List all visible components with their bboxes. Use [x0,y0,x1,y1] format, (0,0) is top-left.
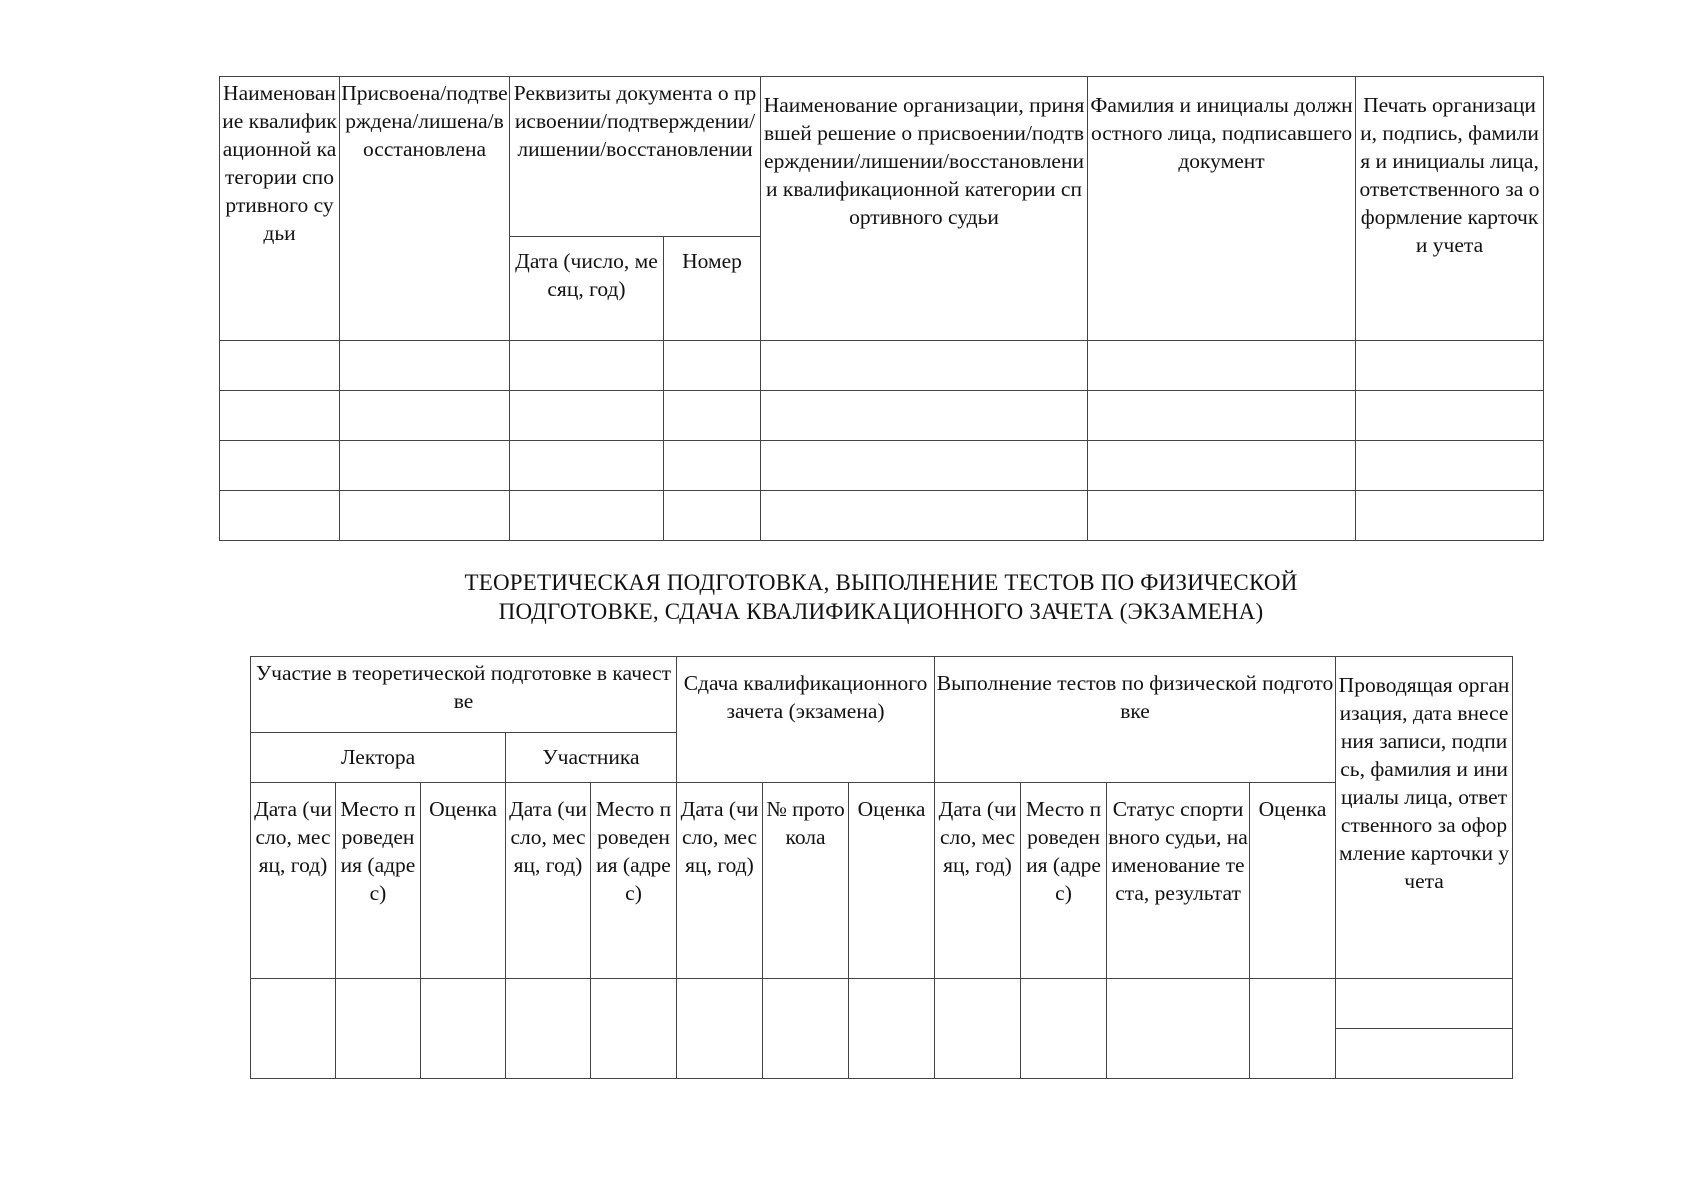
header-status: Присвоена/подтверждена/лишена/восстановлена [340,77,510,341]
header-theory-participation: Участие в теоретической подготовке в качестве [251,657,677,733]
table-row [220,441,1544,491]
empty-cell[interactable] [1107,979,1250,1079]
header-participant-venue: Место проведения (адрес) [591,783,677,979]
header-conducting-organization: Проводящая организация, дата внесения записи, подпись, фамилия и инициалы лица, ответственного за оформление карточки учета [1336,657,1513,979]
empty-cell[interactable] [1088,491,1356,541]
training-tests-table [250,656,1513,1079]
empty-cell[interactable] [761,441,1088,491]
empty-cell[interactable] [510,441,664,491]
empty-cell[interactable] [1336,979,1513,1029]
empty-cell[interactable] [935,979,1021,1079]
empty-cell[interactable] [510,391,664,441]
empty-cell[interactable] [761,391,1088,441]
header-lecturer-venue: Место проведения (адрес) [336,783,421,979]
header-participant-date: Дата (число, месяц, год) [506,783,591,979]
empty-cell[interactable] [1250,979,1336,1079]
empty-cell[interactable] [220,491,340,541]
empty-cell[interactable] [664,341,761,391]
table-row [220,491,1544,541]
header-exam-grade: Оценка [849,783,935,979]
empty-cell[interactable] [591,979,677,1079]
empty-cell[interactable] [220,441,340,491]
empty-cell[interactable] [761,491,1088,541]
header-participant: Участника [506,733,677,783]
empty-cell[interactable] [1356,491,1544,541]
empty-cell[interactable] [677,979,763,1079]
section-title [250,568,1512,626]
empty-cell[interactable] [220,391,340,441]
empty-cell[interactable] [1356,341,1544,391]
empty-cell[interactable] [506,979,591,1079]
empty-cell[interactable] [220,341,340,391]
empty-cell[interactable] [421,979,506,1079]
empty-cell[interactable] [1356,391,1544,441]
table-row [251,979,1513,1029]
table-row [220,391,1544,441]
section-title-line: ПОДГОТОВКЕ, СДАЧА КВАЛИФИКАЦИОННОГО ЗАЧЕТА (ЭКЗАМЕНА) [498,599,1264,624]
empty-cell[interactable] [340,441,510,491]
header-lecturer: Лектора [251,733,506,783]
header-seal-signature: Печать организации, подпись, фамилия и инициалы лица, ответственного за оформление карточки учета [1356,77,1544,341]
empty-cell[interactable] [340,341,510,391]
header-physical-tests: Выполнение тестов по физической подготовке [935,657,1336,783]
section-title-line: ТЕОРЕТИЧЕСКАЯ ПОДГОТОВКА, ВЫПОЛНЕНИЕ ТЕСТОВ ПО ФИЗИЧЕСКОЙ [464,570,1298,595]
empty-cell[interactable] [761,341,1088,391]
empty-cell[interactable] [340,491,510,541]
header-document-date: Дата (число, месяц, год) [510,237,664,341]
header-document-number: Номер [664,237,761,341]
empty-cell[interactable] [763,979,849,1079]
empty-cell[interactable] [664,441,761,491]
header-lecturer-date: Дата (число, месяц, год) [251,783,336,979]
header-judge-status: Статус спортивного судьи, наименование теста, результат [1107,783,1250,979]
header-test-grade: Оценка [1250,783,1336,979]
empty-cell[interactable] [1021,979,1107,1079]
header-protocol-number: № протокола [763,783,849,979]
empty-cell[interactable] [340,391,510,441]
empty-cell[interactable] [1088,441,1356,491]
empty-cell[interactable] [1088,341,1356,391]
empty-cell[interactable] [664,491,761,541]
header-document-requisites: Реквизиты документа о присвоении/подтверждении/лишении/восстановлении [510,77,761,237]
header-lecturer-grade: Оценка [421,783,506,979]
empty-cell[interactable] [1336,1029,1513,1079]
empty-cell[interactable] [1356,441,1544,491]
empty-cell[interactable] [510,491,664,541]
header-organization: Наименование организации, принявшей решение о присвоении/подтверждении/лишении/восстановлении квалификационной категории спортивного судьи [761,77,1088,341]
qualification-category-table [219,76,1544,541]
header-official: Фамилия и инициалы должностного лица, подписавшего документ [1088,77,1356,341]
header-test-date: Дата (число, месяц, год) [935,783,1021,979]
header-exam-date: Дата (число, месяц, год) [677,783,763,979]
header-test-venue: Место проведения (адрес) [1021,783,1107,979]
empty-cell[interactable] [510,341,664,391]
header-category-name: Наименование квалификационной категории спортивного судьи [220,77,340,341]
empty-cell[interactable] [1088,391,1356,441]
empty-cell[interactable] [664,391,761,441]
empty-cell[interactable] [849,979,935,1079]
header-exam: Сдача квалификационного зачета (экзамена) [677,657,935,783]
table-row [220,341,1544,391]
empty-cell[interactable] [251,979,336,1079]
empty-cell[interactable] [336,979,421,1079]
